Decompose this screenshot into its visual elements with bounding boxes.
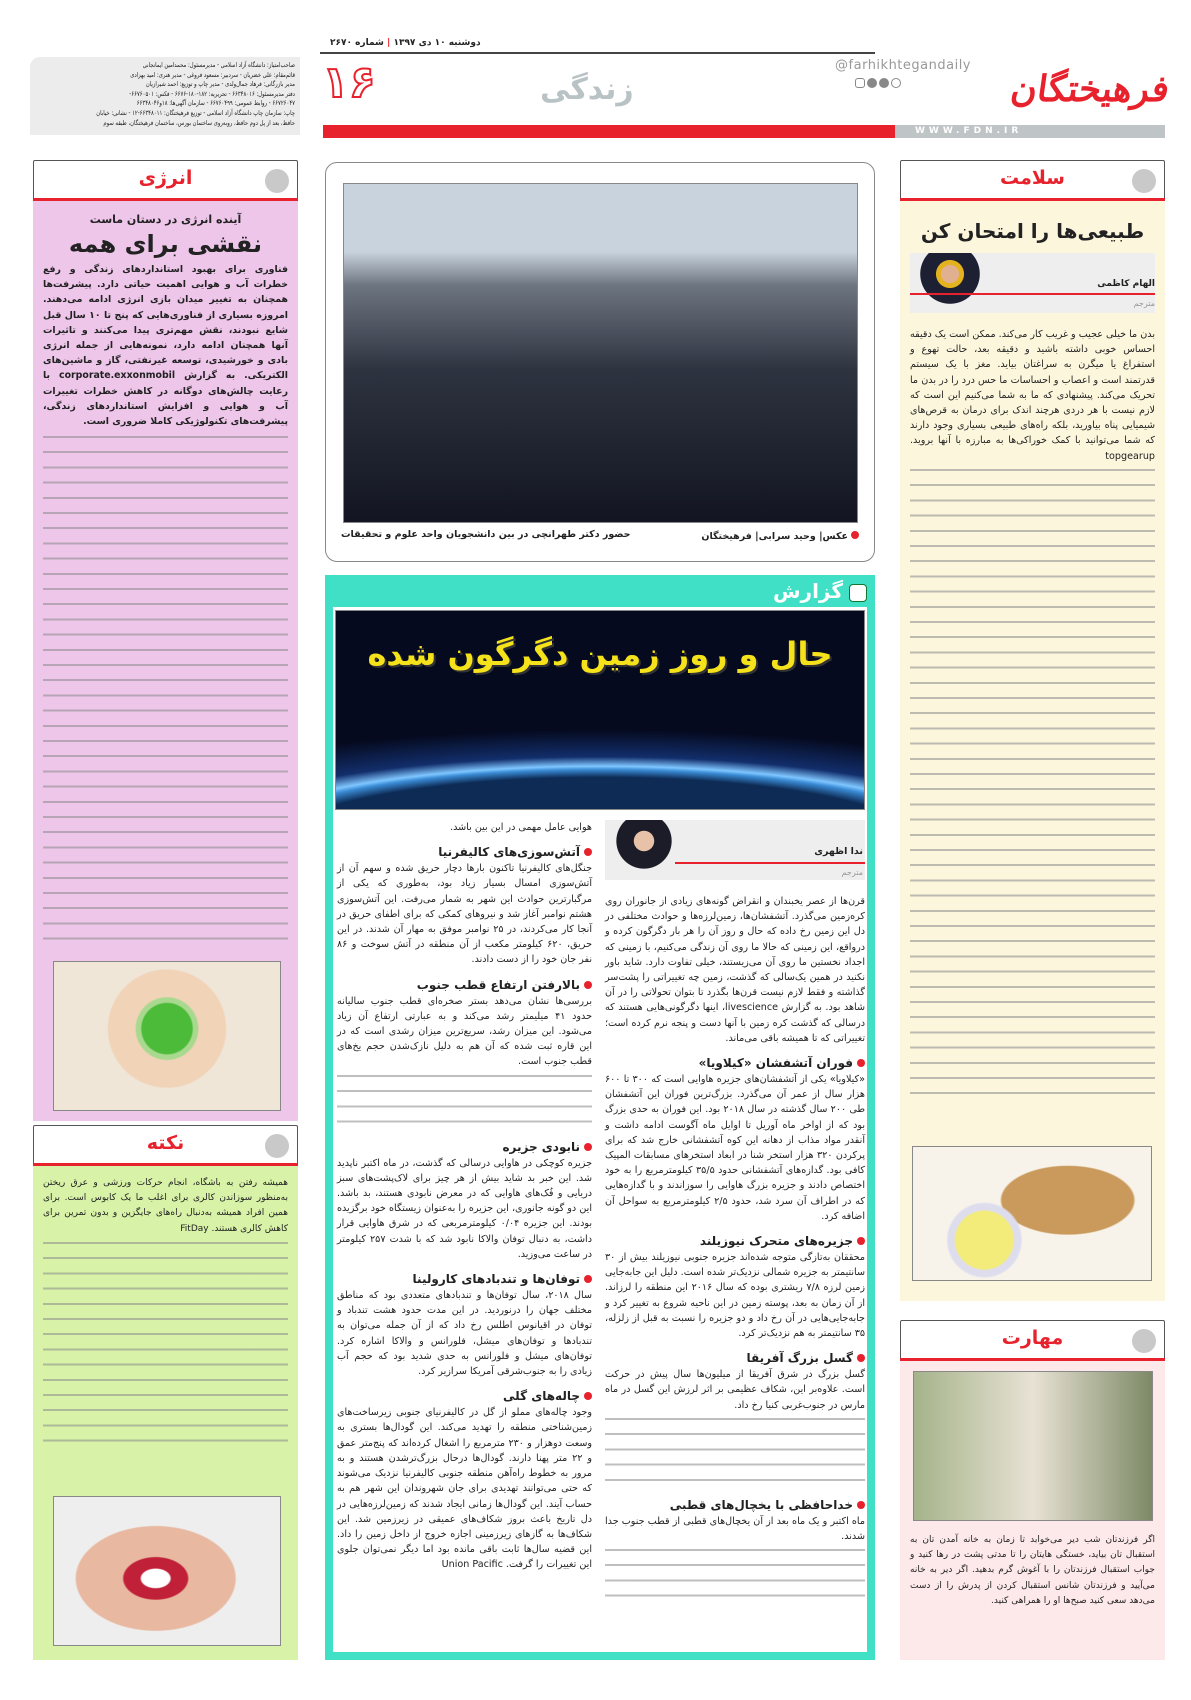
report-left-column: [337, 820, 592, 1573]
eitaa-icon[interactable]: [891, 78, 901, 88]
subheading: جزیره‌های متحرک نیوزیلند: [605, 1234, 865, 1248]
soroush-icon[interactable]: [867, 78, 877, 88]
energy-kicker: آینده انرژی در دستان ماست: [89, 213, 242, 226]
health-header: سلامت: [900, 160, 1165, 200]
author-photo: [920, 253, 980, 313]
author-photo: [613, 820, 675, 880]
author-role: مترجم: [1133, 299, 1155, 308]
skill-panel: [900, 1361, 1165, 1660]
energy-header: انرژی: [33, 160, 298, 200]
subheading: خداحافظی با یخچال‌های قطبی: [605, 1498, 865, 1512]
author-role: مترجم: [841, 868, 863, 877]
photo-credit: عکس| وحید سرابی| فرهیختگان: [701, 531, 859, 542]
date-issue: دوشنبه ۱۰ دی ۱۳۹۷ | شماره ۲۶۷۰: [330, 38, 481, 48]
paragraph: جنگل‌های کالیفرنیا تاکنون بارها دچار حریق شده و سهم آن از آتش‌سوزی امسال بسیار زیاد بود، به‌طوری که یکی از مرگبارترین حوادث این شهر به شمار می‌رفت. این آتش‌سوزی هشتم نوامبر آغاز شد و نیروهای کمکی که برای اطفای حریق در آنجا کار می‌کردند، در ۲۵ نوامبر موفق به مهار آن شدند. در این حریق، ۶۲۰ کیلومتر مکعب از آن منطقه در آتش سوخت و ۸۶ نفر جان خود را از دست دادند.: [337, 863, 593, 966]
subheading: بالارفتن ارتفاع قطب جنوب: [337, 978, 592, 992]
nokte-header: نکته: [33, 1125, 298, 1165]
laughing-woman-image: [53, 1496, 281, 1646]
newspaper-logo: فرهیختگان: [1007, 68, 1172, 110]
photo-box: [325, 162, 875, 562]
masthead: [0, 0, 1191, 140]
imprint-box: صاحب‌امتیاز: دانشگاه آزاد اسلامی - مدیرمسئول: محمدامین ایمانجانی قائم‌مقام: علی خضریان - سردبیر: مسعود فروغی - مدیر هنری: امید بهزادی مدیر بازرگانی: فرهاد جمال‌ولدی - مدیر چاپ و توزیع: احمد شیرازیان دفتر مدیرمسئول: ۶۶۳۴۸۰۱۶ - تحریریه: ۱۸۲-۱۸۰-۶۶۷۶ - فکس: ۶۶۷۶۰۵۰۱- ۶۶۷۲۶۰۴۷ - روابط عمومی: ۶۶۷۶۰۴۹۹ - سازمان آگهی‌ها: ۱۸و۶۶۳۴۸۰۴۶ چاپ: سازمان چاپ دانشگاه آزاد اسلامی - توزیع فرهیختگان: ۶۶۳۴۸۰۱۱-۱۲ - نشانی: خیابان حافظ، بعد از پل دوم حافظ، روبه‌روی ساختمان بورس، ساختمان فرهیختگان، طبقه سوم: [30, 57, 300, 135]
paragraph: جزیره کوچکی در هاوایی درسالی که گذشت، در ماه اکتبر ناپدید شد. این خبر بد شاید بیش از هر چیز برای لاک‌پشت‌های سبز دریایی و فُک‌های هاوایی که در معرض نابودی هستند، بد باشد. این دو گونه جانوری، این جزیره را به‌عنوان زیستگاه خود برگزیده بودند. این جزیره ۰/۰۴ کیلومترمربعی که در شرق هاوایی قرار داشت، به دنبال توفان والاکا نابود شد که با شدت ۲۵۷ کیلومتر در ساعت می‌وزید.: [337, 1157, 592, 1260]
nokte-body: همیشه رفتن به باشگاه، انجام حرکات ورزشی و عرق ریختن به‌منظور سوزاندن کالری برای اغلب ما یک کابوس است. برای همین افراد همیشه به‌دنبال راه‌های جایگزین و بدون تمرین برای کاهش کالری هستند. FitDay: [43, 1178, 288, 1234]
camera-icon: [851, 531, 859, 539]
subheading: فوران آتشفشان «کیلاویا»: [605, 1056, 865, 1070]
section-icon: [849, 584, 867, 602]
health-panel: [900, 201, 1165, 1301]
section-title: زندگی: [540, 72, 634, 107]
subheading: توفان‌ها و تندبادهای کارولینا: [337, 1272, 592, 1286]
subheading: گسل بزرگ آفریقا: [605, 1351, 865, 1365]
photo-caption: حضور دکتر طهرانچی در بین دانشجویان واحد علوم و تحقیقات: [341, 529, 631, 540]
crowd-photo: [343, 183, 858, 523]
energy-body: فناوری برای بهبود استانداردهای زندگی و رفع خطرات آب و هوایی اهمیت حیاتی دارد. پیشرفت‌ها همچنان به تغییر میدان بازی انرژی ادامه می‌دهند. امروزه بسیاری از فناوری‌هایی که پنج تا ۱۰ سال قبل شایع نبودند، نقش مهم‌تری پیدا می‌کنند و تاثیرات آنها همچنان ادامه دارد، نمونه‌هایی از جمله انرژی بادی و خورشیدی، توسعه غیرنفتی، گاز و ماشین‌های الکتریکی. به گزارش corporate.exxonmobil با رعایت چالش‌های دوگانه در کاهش خطرات تغییرات آب و هوایی و افزایش استانداردهای زندگی، پیشرفت‌های تکنولوژیکی کاملا ضروری است.: [43, 264, 288, 428]
report-right-column: [605, 820, 865, 1604]
subheading: آتش‌سوزی‌های کالیفرنیا: [337, 845, 592, 859]
father-child-image: [913, 1371, 1153, 1521]
author-name: ندا اظهری: [814, 846, 863, 857]
subheading: چاله‌های گلی: [337, 1389, 592, 1403]
energy-title: نقشی برای همه: [68, 230, 263, 258]
paragraph: سال ۲۰۱۸، سال توفان‌ها و تندبادهای متعددی بود که مناطق مختلف جهان را درنوردید. در این مدت حدود هشت تندباد و توفان در اقیانوس اطلس رخ داد که از آن جمله می‌توان به تندبادها و توفان‌های میشل، فلورانس و والاکا اشاره کرد. توفان‌های میشل و فلورانس به حدی شدید بود که حجم آب زیادی را به جنوب‌شرقی آمریکا سرازیر کرد.: [337, 1290, 592, 1378]
health-title: طبیعی‌ها را امتحان کن: [920, 219, 1145, 243]
skill-body: اگر فرزندتان شب دیر می‌خوابد تا زمان به خانه آمدن تان به استقبال تان بیاید، خستگی هایتان را تا مدتی پشت در رها کنید و جواب استقبال فرزندتان را با آغوش گرم بدهید. اگر دیر به خانه می‌آیید و فرزندتان شانس استقبال کردن از پدرش را از دست می‌دهد سعی کنید صبح‌ها او را همراهی کنید.: [910, 1535, 1155, 1606]
paragraph: محققان به‌تازگی متوجه شده‌اند جزیره جنوبی نیوزیلند بیش از ۳۰ سانتیمتر به جزیره شمالی نزدیک‌تر شده است. دلیل این جابه‌جایی زمین لرزه ۷/۸ ریشتری بوده که سال ۲۰۱۶ این منطقه را لرزاند. از آن زمان به بعد، پوسته زمین در این ناحیه شروع به تغییر کرد و جابه‌جایی‌هایی در آن رخ داد و دو جزیره را نسبت به قبل از زلزله، ۳۵ سانتیمتر به هم نزدیک‌تر کرد.: [605, 1252, 865, 1340]
earth-image: [335, 610, 865, 810]
health-body: بدن ما خیلی عجیب و غریب کار می‌کند. ممکن است یک دقیقه احساس خوبی داشته باشید و دقیقه بعد، حالت تهوع و استفراغ یا میگرن به سراغتان بیاید. مغز با یک سیستم قدرتمند است و اعصاب و احساسات ما حس درد را در بدن ما تحریک می‌کند. پیشنهادی که ما به شما می‌کنیم این است که لازم نیست با هر دردی هرچند اندک برای درمان به قرص‌های شیمیایی پناه بیاورید، بلکه راه‌های طبیعی بسیاری وجود دارند که شما می‌توانید با کمک خوراکی‌ها به مبارزه با آنها بروید. topgearup: [910, 329, 1155, 462]
paragraph: هوایی عامل مهمی در این بین باشد.: [450, 822, 592, 833]
ginger-image: [912, 1146, 1152, 1281]
paragraph: بررسی‌ها نشان می‌دهد بستر صخره‌ای قطب جنوب سالیانه حدود ۴۱ میلیمتر رشد می‌کند و به عبارتی ارتفاع آن زیاد می‌شود. این میزان رشد، سریع‌ترین میزان رشدی است که در این قاره ثبت شده که آن هم به دلیل نازک‌شدن حجم یخ‌های قطب جنوب است.: [337, 995, 593, 1068]
page-number: ۱۶: [322, 57, 376, 108]
telegram-icon[interactable]: [879, 78, 889, 88]
paragraph: «کیلاویا» یکی از آتشفشان‌های جزیره هاوایی است که ۳۰۰ تا ۶۰۰ هزار سال از عمر آن می‌گذرد. بزرگ‌ترین فوران این آتشفشان طی ۲۰۰ سال گذشته در سال ۲۰۱۸ بود. این فوران به حدی بزرگ بود که از اواخر ماه آوریل تا اوایل ماه آگوست ادامه داشت و آنقدر مواد مذاب از دهانه این کوه آتشفشانی خارج شد که برای پرکردن ۳۲۰ هزار استخر شنا در ابعاد استخرهای مسابقات المپیک کافی بود. گدازه‌های آتشفشانی حدود ۳۵/۵ کیلومترمربع را به خود اختصاص دادند و جزیره بزرگ هاوایی را سوزاندند و با گدازه‌هایی که در اطراف آن سرد شد، حدود ۲/۵ کیلومترمربع به سواحل آن اضافه کرد.: [605, 1074, 866, 1222]
report-title: حال و روز زمین دگرگون شده: [367, 635, 833, 673]
author-name: الهام کاظمی: [1097, 279, 1155, 289]
instagram-icon[interactable]: [855, 78, 865, 88]
website-bar: WWW.FDN.IR: [895, 125, 1165, 138]
paragraph: گسل بزرگ در شرق آفریقا از میلیون‌ها سال پیش در حرکت است. علاوه‌بر این، شکاف عظیمی بر اثر لرزش این گسل در ماه مارس در جنوب‌غربی کنیا رخ داد.: [605, 1369, 865, 1411]
report-intro: قرن‌ها از عصر یخبندان و انقراض گونه‌های زیادی از جانوران روی کره‌زمین می‌گذرد. آتشفشان‌ها، زمین‌لرزه‌ها و حوادث مختلفی در دل این زمین رخ داده که حال و روز آن را هر بار دگرگون کرده و درواقع، این زمینی که حالا ما روی آن زندگی می‌کنیم، با زمینی که اجداد نخستین ما روی آن می‌زیستند، خیلی تفاوت دارد. شاید باور نکنید در همین یک‌سالی که گذشت، زمین چه تغییراتی را پشت‌سر گذاشته و فقط لازم نیست قرن‌ها بگذرد تا بتوان تحولاتی را در آن شاهد بود. به گزارش livescience، اینها دگرگونی‌هایی هستند که درسالی که گذشت کره زمین با آنها دست و پنجه نرم کرده است؛ تغییراتی که تا همیشه باقی می‌ماند.: [605, 896, 865, 1044]
report-section: [325, 575, 875, 1660]
report-header: گزارش: [773, 579, 867, 603]
paragraph: ماه اکتبر و یک ماه بعد از آن یخچال‌های قطبی از قطب جنوب جدا شدند.: [605, 1515, 865, 1543]
paragraph: وجود چاله‌های مملو از گل در کالیفرنیای جنوبی زیرساخت‌های زمین‌شناختی منطقه را تهدید می‌کند. این گودال‌ها بستری به وسعت دوهزار و ۲۳۰ مترمربع را اشغال کرده‌اند که پنج‌متر عمق و ۲۲ متر پهنا دارند. گودال‌ها درحال بزرگ‌ترشدن هستند و به مرور به خطوط راه‌آهن منطقه جنوبی کالیفرنیا نزدیک می‌شوند که حتی می‌توانند تهدیدی برای جان شهروندان این شهر هم به حساب آیند. این گودال‌ها زمانی ایجاد شدند که زمین‌لرزه‌هایی در دل تاریخ باعث بروز شکاف‌های عمیقی در زیرزمین شد. این شکاف‌ها به گازهای زیرزمینی اجازه خروج از داخل زمین را داد. این قضیه سال‌ها ثابت باقی مانده بود اما دیگر نمی‌توان جلوی این تغییرات را گرفت. Union Pacific: [337, 1407, 593, 1571]
energy-panel: [33, 201, 298, 1121]
social-icons: [855, 78, 901, 88]
skill-header: مهارت: [900, 1320, 1165, 1360]
subheading: نابودی جزیره: [337, 1140, 592, 1154]
nokte-panel: [33, 1166, 298, 1660]
twitter-handle: @farhikhtegandaily: [835, 58, 971, 73]
green-globe-hands-image: [53, 961, 281, 1111]
